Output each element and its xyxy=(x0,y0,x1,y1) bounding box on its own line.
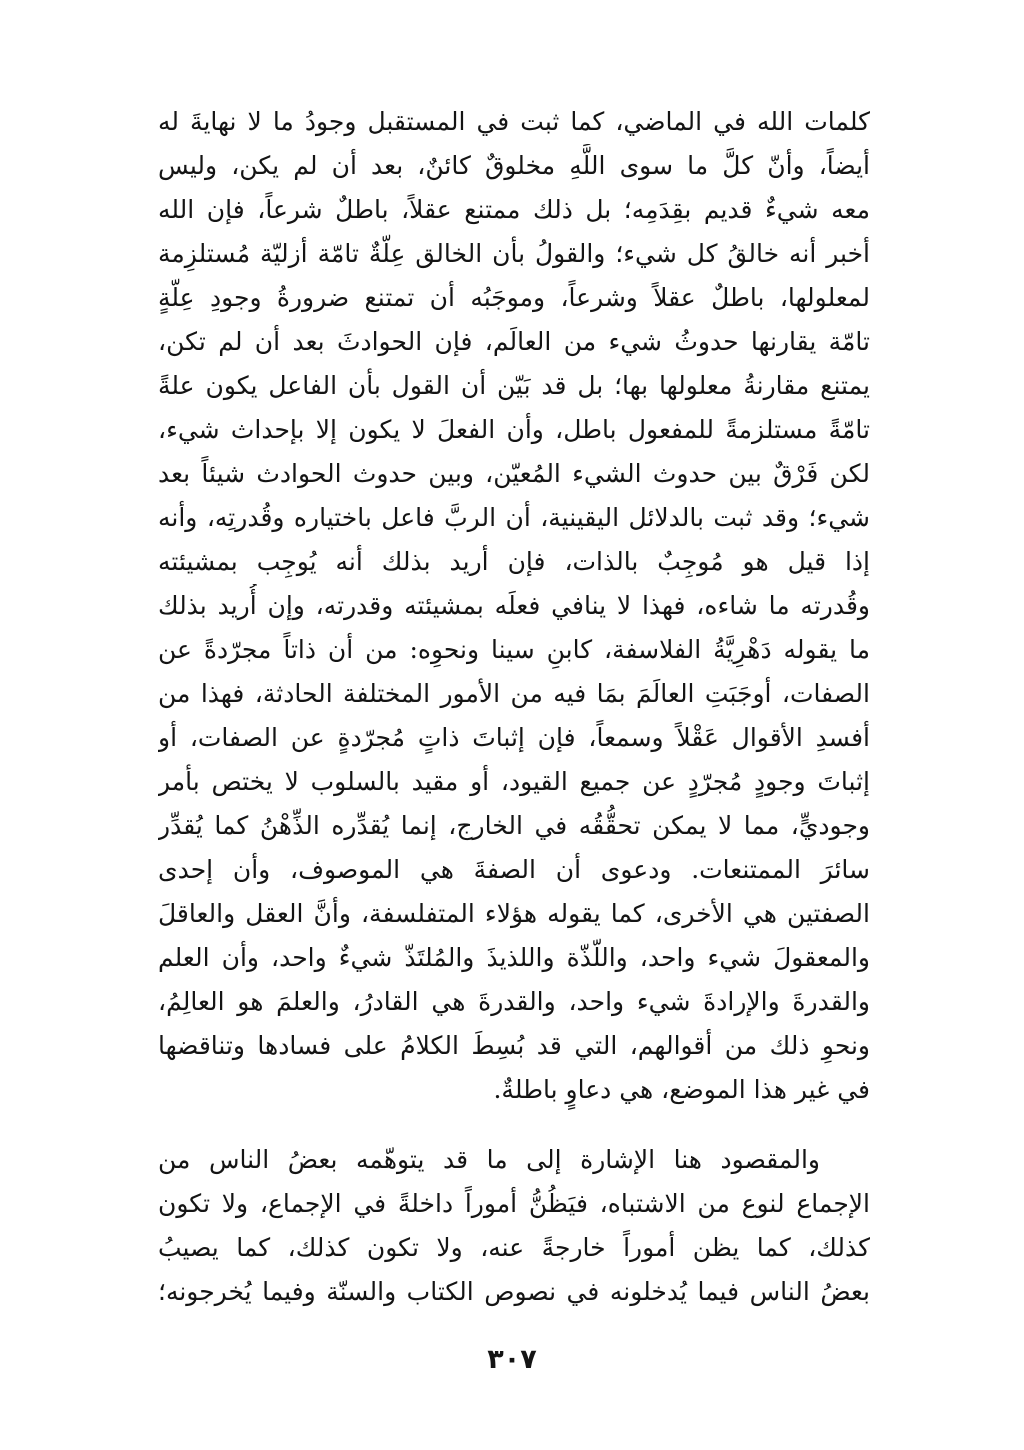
text-line: لمعلولها، باطلٌ عقلاً وشرعاً، وموجَبُه أن تمتنع ضرورةُ وجودِ عِلّةٍ xyxy=(158,283,870,312)
text-line: تامّةً مستلزمةً للمفعول باطل، وأن الفعلَ لا يكون إلا بإحداث شيء، xyxy=(158,415,870,444)
text-line: أخبر أنه خالقُ كل شيء؛ والقولُ بأن الخالق عِلّةٌ تامّة أزليّة مُستلزِمة xyxy=(158,239,870,268)
text-line: لكن فَرْقٌ بين حدوث الشيء المُعيّن، وبين حدوث الحوادث شيئاً بعد xyxy=(158,459,870,488)
text-line: أيضاً، وأنّ كلَّ ما سوى اللَّهِ مخلوقٌ كائنٌ، بعد أن لم يكن، وليس xyxy=(158,151,870,180)
text-line: والمقصود هنا الإشارة إلى ما قد يتوهّمه بعضُ الناس من xyxy=(158,1145,820,1174)
text-line: إثباتَ وجودٍ مُجرّدٍ عن جميع القيود، أو مقيد بالسلوب لا يختص بأمر xyxy=(158,767,870,796)
text-line: ونحوِ ذلك من أقوالهم، التي قد بُسِطَ الكلامُ على فسادها وتناقضها xyxy=(158,1031,870,1060)
text-line: كلمات الله في الماضي، كما ثبت في المستقبل وجودُ ما لا نهايةَ له xyxy=(158,107,870,136)
text-line: كذلك، كما يظن أموراً خارجةً عنه، ولا تكون كذلك، كما يصيبُ xyxy=(158,1233,870,1262)
text-line: تامّة يقارنها حدوثُ شيء من العالَم، فإن الحوادثَ بعد أن لم تكن، xyxy=(158,327,870,356)
text-line: الصفتين هي الأخرى، كما يقوله هؤلاء المتفلسفة، وأنَّ العقل والعاقلَ xyxy=(158,899,870,928)
text-line: وجوديٍّ، مما لا يمكن تحقُّقُه في الخارج، إنما يُقدِّره الذِّهْنُ كما يُقدِّر xyxy=(158,811,870,840)
page-number: ٣٠٧ xyxy=(487,1344,537,1375)
text-line: سائرَ الممتنعات. ودعوى أن الصفةَ هي الموصوف، وأن إحدى xyxy=(158,855,870,884)
text-line: وقُدرته ما شاءه، فهذا لا ينافي فعلَه بمشيئته وقدرته، وإن أُريد بذلك xyxy=(158,591,870,620)
text-line: في غير هذا الموضع، هي دعاوٍ باطلةٌ. xyxy=(493,1075,870,1104)
paragraph-2 xyxy=(158,1138,870,1314)
text-line: ما يقوله دَهْرِيَّةُ الفلاسفة، كابنِ سينا ونحوِه: من أن ذاتاً مجرّدةً عن xyxy=(158,635,870,664)
text-line: إذا قيل هو مُوجِبٌ بالذات، فإن أريد بذلك أنه يُوجِب بمشيئته xyxy=(158,547,870,576)
text-line: الإجماع لنوع من الاشتباه، فيَظُنُّ أموراً داخلةً في الإجماع، ولا تكون xyxy=(158,1189,870,1218)
text-line: أفسدِ الأقوال عَقْلاً وسمعاً، فإن إثباتَ ذاتٍ مُجرّدةٍ عن الصفات، أو xyxy=(158,723,870,752)
text-line: الصفات، أوجَبَتِ العالَمَ بمَا فيه من الأمور المختلفة الحادثة، فهذا من xyxy=(158,679,870,708)
text-line: بعضُ الناس فيما يُدخلونه في نصوص الكتاب والسنّة وفيما يُخرجونه؛ xyxy=(158,1277,870,1306)
text-line: يمتنع مقارنةُ معلولها بها؛ بل قد بَيّن أن القول بأن الفاعل يكون علةً xyxy=(158,371,870,400)
text-line: معه شيءٌ قديم بقِدَمِه؛ بل ذلك ممتنع عقلاً، باطلٌ شرعاً، فإن الله xyxy=(158,195,870,224)
text-line: شيء؛ وقد ثبت بالدلائل اليقينية، أن الربَّ فاعل باختياره وقُدرتِه، وأنه xyxy=(158,503,870,532)
text-line: والقدرةَ والإرادةَ شيء واحد، والقدرةَ هي القادرُ، والعلمَ هو العالِمُ، xyxy=(158,987,870,1016)
paragraph-1 xyxy=(158,100,870,1112)
text-line: والمعقولَ شيء واحد، واللّذّة واللذيذَ والمُلتَذّ شيءٌ واحد، وأن العلم xyxy=(158,943,870,972)
